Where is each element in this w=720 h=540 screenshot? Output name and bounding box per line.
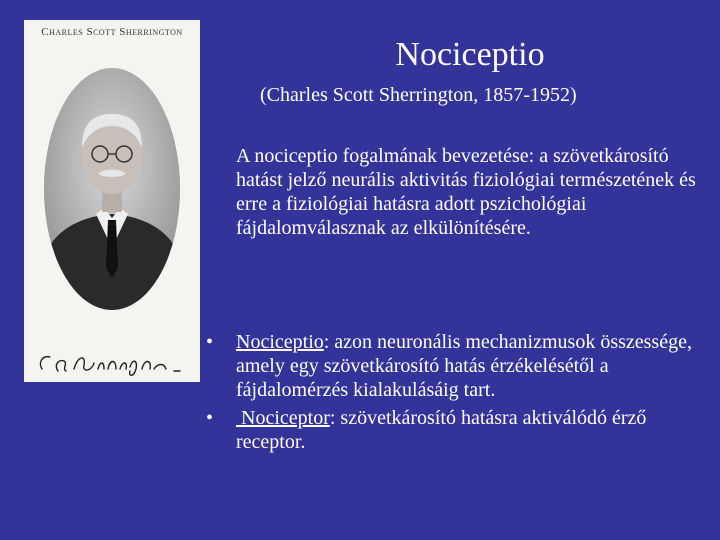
bullet-marker: • (206, 331, 214, 353)
definition-text: : szövetkárosító hatásra aktiválódó érző receptor. (236, 407, 647, 453)
list-item (206, 406, 706, 454)
portrait-card (24, 20, 200, 382)
portrait-caption: Charles Scott Sherrington (41, 26, 183, 38)
slide-title: Nociceptio (395, 36, 545, 73)
portrait-photo (44, 68, 180, 310)
intro-paragraph: A nociceptio fogalmának bevezetése: a szövetkárosító hatást jelző neurális aktivitás fiziológiai természetének és erre a fiziológiai hatásra adott pszichológiai fájdalomválasznak az elkülönítésére. (236, 145, 696, 239)
list-item (206, 330, 706, 402)
bullet-marker: • (206, 407, 214, 429)
term-nociceptio: Nociceptio (236, 331, 324, 353)
term-nociceptor: Nociceptor (236, 407, 330, 429)
slide-subtitle: (Charles Scott Sherrington, 1857-1952) (260, 84, 577, 106)
signature-image (34, 345, 194, 381)
definition-text: : azon neuronális mechanizmusok összessége, amely egy szövetkárosító hatás érzékelésétől a fájdalomérzés kialakulásáig tart. (236, 331, 692, 401)
portrait-illustration (44, 68, 180, 310)
definition-list (206, 330, 706, 458)
